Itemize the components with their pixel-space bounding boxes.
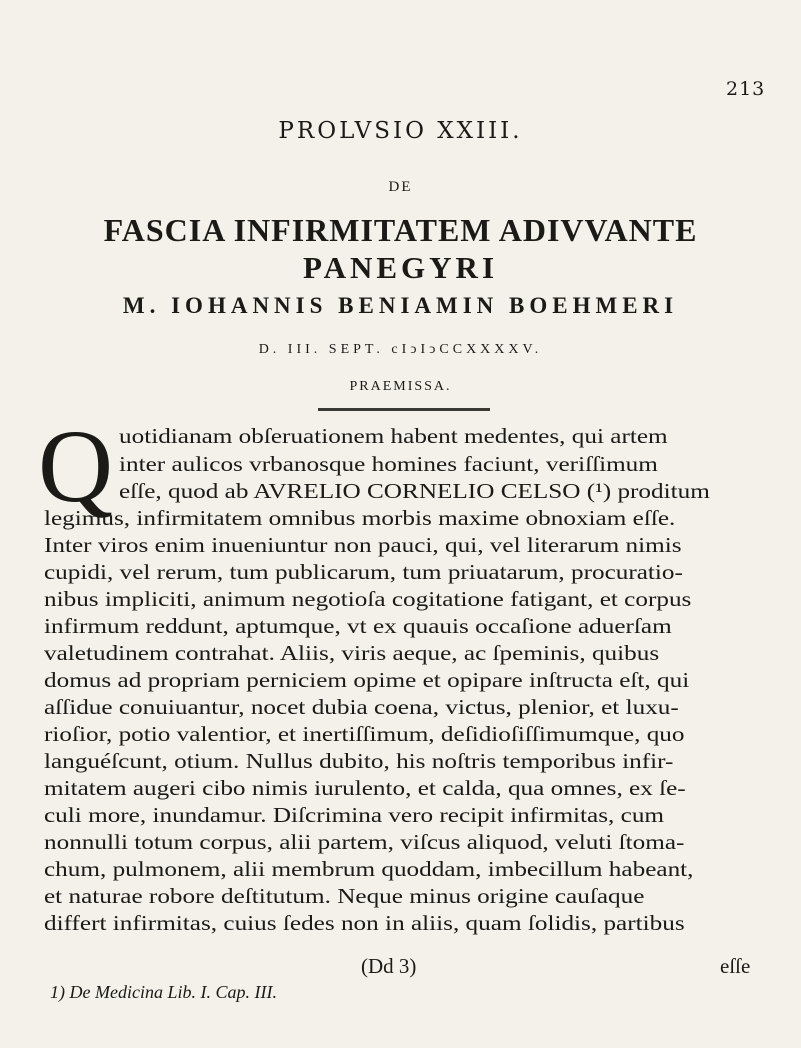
page-number: 213 <box>726 78 766 100</box>
text-line: differt infirmitas, cuius ſedes non in aliis, quam ſolidis, partibus <box>44 911 685 935</box>
text-line: legimus, infirmitatem omnibus morbis maxime obnoxiam eſſe. <box>44 506 676 530</box>
catchword: eſſe <box>720 954 751 978</box>
drop-cap: Q <box>38 409 114 524</box>
author-line: M. IOHANNIS BENIAMIN BOEHMERI <box>122 293 679 318</box>
text-line: chum, pulmonem, alii membrum quoddam, imbecillum habeant, <box>44 857 694 881</box>
text-line: valetudinem contrahat. Aliis, viris aeque, ac ſpeminis, quibus <box>44 641 660 665</box>
prolusio-heading: PROLVSIO XXIII. <box>278 118 523 144</box>
text-line: nonnulli totum corpus, alii partem, viſcus aliquod, veluti ſtoma- <box>44 830 685 854</box>
text-line: nibus impliciti, animum negotioſa cogitatione fatigant, et corpus <box>44 587 692 611</box>
footnote: 1) De Medicina Lib. I. Cap. III. <box>50 982 277 1002</box>
title-line-1: FASCIA INFIRMITATEM ADIVVANTE <box>103 212 698 248</box>
text-line: et naturae robore deſtitutum. Neque minus origine cauſaque <box>44 884 645 908</box>
text-line: aſſidue conuiuantur, nocet dubia coena, victus, plenior, et luxu- <box>44 695 679 719</box>
text-line: culi more, inundamur. Diſcrimina vero recipit infirmitas, cum <box>44 803 665 827</box>
text-line: inter aulicos vrbanosque homines faciunt, veriſſimum <box>119 452 658 476</box>
date-line: D. III. SEPT. cIↄIↄCCXXXXV. <box>258 342 543 357</box>
text-line: cupidi, vel rerum, tum publicarum, tum priuatarum, procuratio- <box>44 560 683 584</box>
text-line: rioſior, potio valentior, et inertiſſimum, deſidioſiſſimumque, quo <box>44 722 685 746</box>
text-line: mitatem augeri cibo nimis iurulento, et calda, qua omnes, ex ſe- <box>44 776 686 800</box>
text-line: languéſcunt, otium. Nullus dubito, his noſtris temporibus infir- <box>44 749 674 773</box>
signature-mark: (Dd 3) <box>361 954 417 978</box>
text-line: domus ad propriam perniciem opime et opipare inſtructa eſt, qui <box>44 668 690 692</box>
de-heading: DE <box>388 179 413 195</box>
text-line: Inter viros enim inueniuntur non pauci, qui, vel literarum nimis <box>44 533 682 557</box>
text-line: infirmum reddunt, aptumque, vt ex quauis occaſione aduerſam <box>44 614 672 638</box>
text-line: uotidianam obſeruationem habent medentes, qui artem <box>119 424 668 448</box>
text-line: eſſe, quod ab AVRELIO CORNELIO CELSO (¹) proditum <box>119 479 710 503</box>
title-line-2: PANEGYRI <box>302 250 499 285</box>
praemissa-line: PRAEMISSA. <box>349 379 452 394</box>
